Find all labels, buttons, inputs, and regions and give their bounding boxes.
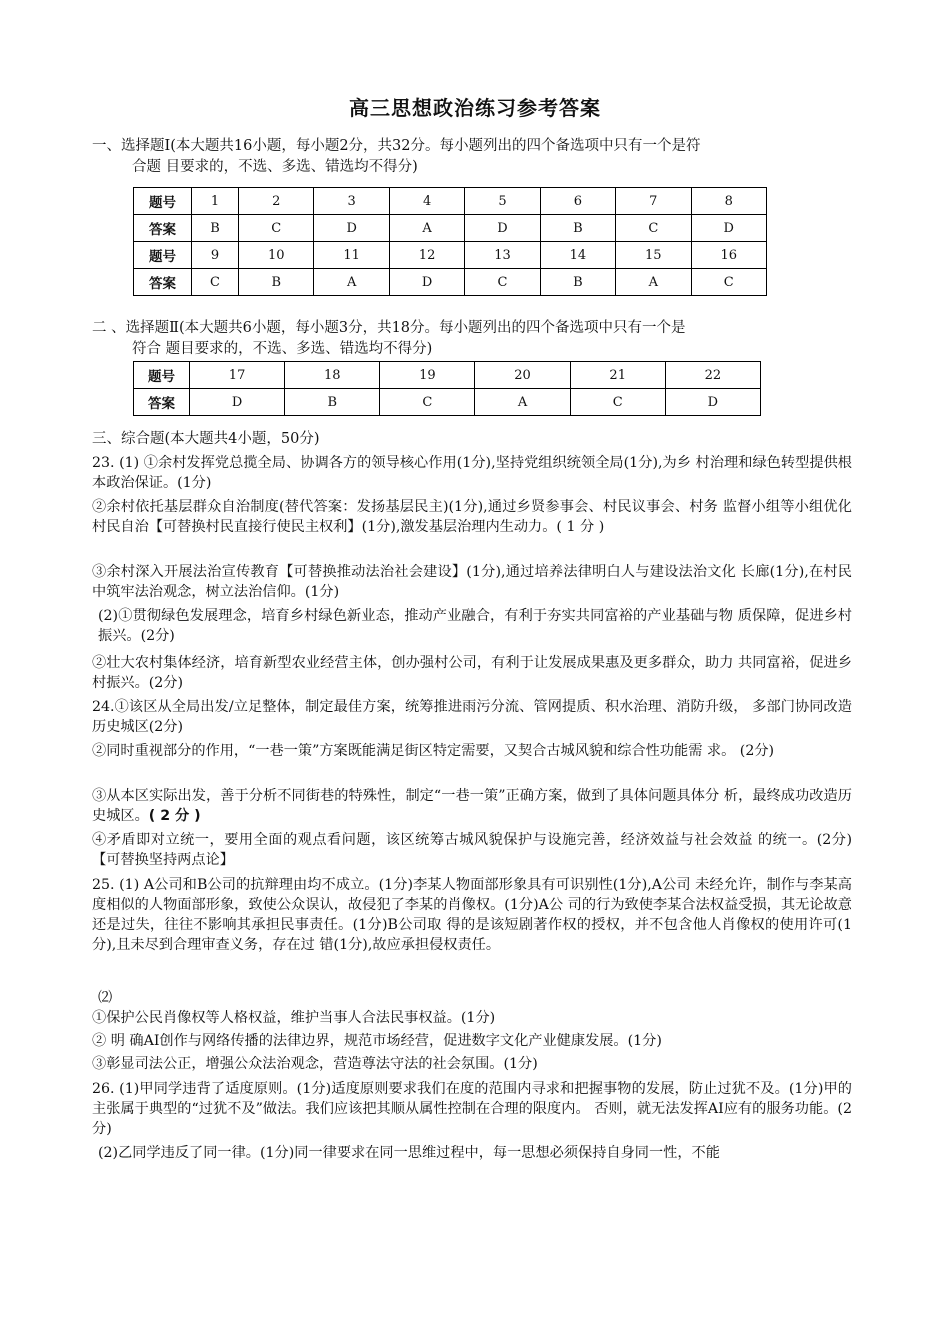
question-number: 20	[475, 362, 570, 389]
answer-cell: B	[192, 215, 239, 242]
row-label-answer: 答案	[134, 389, 190, 416]
q23-part1-item3: ③余村深入开展法治宣传教育【可替换推动法治社会建设】(1分),通过培养法律明白人与建设法治文化 长廊(1分),在村民中筑牢法治观念，树立法治信仰。(1分)	[92, 564, 852, 600]
section2-heading-line1: 二 、选择题Ⅱ(本大题共6小题，每小题3分，共18分。每小题列出的四个备选项中只有一个是	[92, 320, 686, 336]
table-row	[134, 242, 767, 269]
question-number: 6	[540, 188, 615, 215]
table-row	[134, 362, 761, 389]
section2-heading-line2: 符合 题目要求的，不选、多选、错选均不得分)	[132, 341, 433, 357]
answer-cell: B	[239, 269, 314, 296]
answer-cell: C	[570, 389, 665, 416]
section1-heading-line1: 一、选择题Ⅰ(本大题共16小题，每小题2分，共32分。每小题列出的四个备选项中只有一个是符	[92, 138, 701, 154]
answer-cell: A	[314, 269, 389, 296]
question-number: 21	[570, 362, 665, 389]
answer-cell: C	[691, 269, 767, 296]
row-label-question: 题号	[134, 242, 192, 269]
answer-cell: D	[665, 389, 760, 416]
section1-heading-line2: 合题 目要求的，不选、多选、错选均不得分)	[132, 159, 418, 175]
q25-part2-item2: ② 明 确AI创作与网络传播的法律边界，规范市场经营，促进数字文化产业健康发展。(1分)	[92, 1033, 662, 1049]
q24-item2: ②同时重视部分的作用，“一巷一策”方案既能满足街区特定需要，又契合古城风貌和综合性功能需 求。 (2分)	[92, 743, 775, 759]
section2-heading	[92, 318, 844, 360]
answer-cell: C	[192, 269, 239, 296]
answer-cell: D	[314, 215, 389, 242]
answer-cell: D	[190, 389, 285, 416]
row-label-question: 题号	[134, 188, 192, 215]
q25-part1: 25. (1) A公司和B公司的抗辩理由均不成立。(1分)李某人物面部形象具有可识别性(1分),A公司 未经允许，制作与李某高度相似的人物面部形象，致使公众误认，故侵犯了李某的肖像权。(1分)A公 司的行为致使李某合法权益受损，其无论故意还是过失，往往不影响其承担民事责任。(1分)B公司取 得的是该短剧著作权的授权，并不包含他人肖像权的使用许可(1分),且未尽到合理审查义务，存在过 错(1分),故应承担侵权责任。	[92, 877, 852, 953]
answer-cell: C	[616, 215, 691, 242]
answer-cell: A	[475, 389, 570, 416]
q24-item3-text: ③从本区实际出发，善于分析不同街巷的特殊性，制定“一巷一策”正确方案，做到了具体问题具体分 析，最终成功改造历史城区。	[92, 788, 852, 824]
question-number: 8	[691, 188, 767, 215]
section1-answer-table	[133, 187, 767, 296]
question-number: 19	[380, 362, 475, 389]
question-number: 5	[465, 188, 540, 215]
question-number: 1	[192, 188, 239, 215]
q24-item1: 24.①该区从全局出发/立足整体，制定最佳方案，统筹推进雨污分流、管网提质、积水治理、消防升级， 多部门协同改造历史城区(2分)	[92, 699, 852, 735]
answer-cell: C	[239, 215, 314, 242]
q23-part2-item2: ②壮大农村集体经济，培育新型农业经营主体，创办强村公司，有利于让发展成果惠及更多群众，助力 共同富裕，促进乡村振兴。(2分)	[92, 655, 852, 691]
question-number: 22	[665, 362, 760, 389]
table-row	[134, 269, 767, 296]
q25-part2-item1: ①保护公民肖像权等人格权益，维护当事人合法民事权益。(1分)	[92, 1010, 496, 1026]
question-number: 13	[465, 242, 540, 269]
answer-cell: B	[285, 389, 380, 416]
section1-heading	[92, 136, 844, 178]
q24-item4: ④矛盾即对立统一，要用全面的观点看问题，该区统筹古城风貌保护与设施完善，经济效益与社会效益 的统一。(2分)【可替换坚持两点论】	[92, 832, 852, 868]
q24-item3	[92, 786, 852, 826]
section3-heading: 三、综合题(本大题共4小题，50分)	[92, 431, 320, 447]
answer-cell: C	[465, 269, 540, 296]
question-number: 12	[389, 242, 464, 269]
question-number: 16	[691, 242, 767, 269]
q23-part2-item1: (2)①贯彻绿色发展理念，培育乡村绿色新业态，推动产业融合，有利于夯实共同富裕的产业基础与物 质保障，促进乡村振兴。(2分)	[98, 608, 852, 644]
section2-answer-table	[133, 361, 761, 416]
question-number: 10	[239, 242, 314, 269]
question-number: 9	[192, 242, 239, 269]
answer-cell: B	[540, 215, 615, 242]
q24-item3-score: ( 2 分 )	[148, 808, 201, 824]
answer-cell: D	[465, 215, 540, 242]
row-label-answer: 答案	[134, 215, 192, 242]
answer-cell: B	[540, 269, 615, 296]
question-number: 4	[389, 188, 464, 215]
table-row	[134, 389, 761, 416]
q26-part2: (2)乙同学违反了同一律。(1分)同一律要求在同一思维过程中，每一思想必须保持自身同一性，不能	[98, 1145, 720, 1161]
q26-part1: 26. (1)甲同学违背了适度原则。(1分)适度原则要求我们在度的范围内寻求和把握事物的发展，防止过犹不及。(1分)甲的主张属于典型的“过犹不及”做法。我们应该把其顺从属性控制在合理的限度内。 否则，就无法发挥AI应有的服务功能。(2分)	[92, 1081, 852, 1137]
q25-part2-item3: ③彰显司法公正，增强公众法治观念，营造尊法守法的社会氛围。(1分)	[92, 1056, 538, 1072]
question-number: 3	[314, 188, 389, 215]
answer-cell: D	[389, 269, 464, 296]
table-row	[134, 188, 767, 215]
question-number: 7	[616, 188, 691, 215]
question-number: 18	[285, 362, 380, 389]
question-number: 15	[616, 242, 691, 269]
q25-part2-label: ⑵	[98, 990, 113, 1006]
page-title: 高三思想政治练习参考答案	[349, 96, 601, 120]
row-label-question: 题号	[134, 362, 190, 389]
question-number: 11	[314, 242, 389, 269]
question-number: 2	[239, 188, 314, 215]
row-label-answer: 答案	[134, 269, 192, 296]
table-row	[134, 215, 767, 242]
question-number: 14	[540, 242, 615, 269]
question-number: 17	[190, 362, 285, 389]
answer-cell: C	[380, 389, 475, 416]
q23-part1-item1: 23. (1) ①余村发挥党总揽全局、协调各方的领导核心作用(1分),坚持党组织统领全局(1分),为乡 村治理和绿色转型提供根本政治保证。(1分)	[92, 455, 852, 491]
answer-cell: A	[389, 215, 464, 242]
q23-part1-item2: ②余村依托基层群众自治制度(替代答案：发扬基层民主)(1分),通过乡贤参事会、村民议事会、村务 监督小组等小组优化村民自治【可替换村民直接行使民主权利】(1分),激发基层治理内生动力。( 1 分 )	[92, 499, 852, 535]
answer-cell: D	[691, 215, 767, 242]
answer-cell: A	[616, 269, 691, 296]
